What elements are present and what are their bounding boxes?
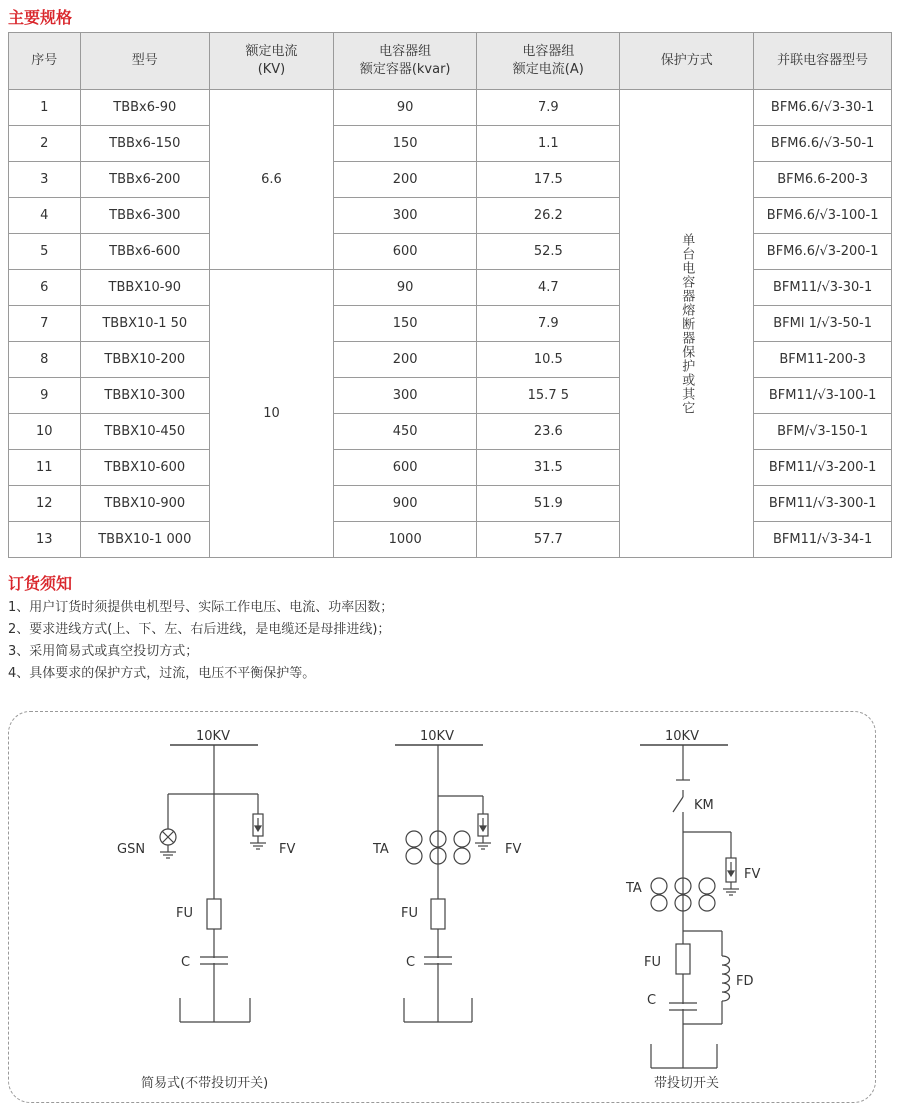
capacity-cell: 450 [333, 414, 476, 450]
capacitor-label: C [647, 993, 657, 1008]
capacity-cell: 1000 [333, 522, 476, 558]
ta-coil-icon [651, 878, 667, 894]
km-switch-icon [673, 797, 683, 812]
row-number: 10 [9, 414, 81, 450]
column-header-text: 额定电流(A) [512, 62, 584, 77]
row-number: 1 [9, 90, 81, 126]
capacitor-label: C [181, 955, 191, 970]
model-cell: TBBX10-90 [80, 270, 209, 306]
spec-section-title: 主要规格 [8, 8, 73, 27]
model-cell: TBBX10-450 [80, 414, 209, 450]
row-number: 7 [9, 306, 81, 342]
model-cell: TBBX10-900 [80, 486, 209, 522]
fd-label: FD [736, 974, 754, 989]
ta-label: TA [373, 842, 389, 857]
fuse-icon [431, 899, 445, 929]
column-header-text: 额定容器(kvar) [359, 62, 451, 77]
protection-cell: 单台电容器熔断器保护或其它 [620, 90, 754, 558]
row-number: 9 [9, 378, 81, 414]
column-header-text: 电容器组 [522, 44, 575, 59]
capacity-cell: 900 [333, 486, 476, 522]
ta-coil-icon [406, 831, 422, 847]
capacity-cell: 90 [333, 90, 476, 126]
current-cell: 17.5 [477, 162, 620, 198]
model-cell: TBBX10-600 [80, 450, 209, 486]
capacity-cell: 200 [333, 342, 476, 378]
order-note-item: 4、具体要求的保护方式，过流，电压不平衡保护等。 [8, 666, 316, 681]
diagram-simple [160, 745, 266, 1022]
bus-label: 10KV [420, 729, 454, 744]
capacitor-model-cell: BFM6.6/√3-30-1 [754, 90, 892, 126]
diagram-switch [640, 745, 739, 1068]
column-header-text: 型号 [131, 53, 158, 68]
bus-label: 10KV [196, 729, 230, 744]
capacity-cell: 150 [333, 306, 476, 342]
current-cell: 1.1 [477, 126, 620, 162]
capacitor-model-cell: BFM11/√3-34-1 [754, 522, 892, 558]
row-number: 2 [9, 126, 81, 162]
row-number: 4 [9, 198, 81, 234]
capacity-cell: 300 [333, 378, 476, 414]
row-number: 8 [9, 342, 81, 378]
current-cell: 31.5 [477, 450, 620, 486]
column-header-text: (KV) [257, 62, 286, 77]
order-section-title: 订货须知 [8, 574, 73, 593]
model-cell: TBBx6-200 [80, 162, 209, 198]
current-cell: 10.5 [477, 342, 620, 378]
current-cell: 52.5 [477, 234, 620, 270]
fv-label: FV [744, 867, 761, 882]
capacity-cell: 90 [333, 270, 476, 306]
capacity-cell: 600 [333, 450, 476, 486]
order-note-item: 3、采用简易式或真空投切方式； [8, 644, 199, 659]
fuse-icon [676, 944, 690, 974]
column-header-text: 保护方式 [660, 53, 713, 68]
model-cell: TBBx6-90 [80, 90, 209, 126]
voltage-cell: 6.6 [209, 90, 333, 270]
current-cell: 7.9 [477, 306, 620, 342]
capacitor-model-cell: BFM6.6/√3-200-1 [754, 234, 892, 270]
capacitor-model-cell: BFM/√3-150-1 [754, 414, 892, 450]
current-cell: 15.7 5 [477, 378, 620, 414]
current-cell: 26.2 [477, 198, 620, 234]
row-number: 6 [9, 270, 81, 306]
capacitor-model-cell: BFM11/√3-200-1 [754, 450, 892, 486]
model-cell: TBBX10-300 [80, 378, 209, 414]
capacity-cell: 200 [333, 162, 476, 198]
capacitor-model-cell: BFM11/√3-100-1 [754, 378, 892, 414]
row-number: 13 [9, 522, 81, 558]
column-header-text: 额定电流 [245, 44, 298, 59]
fd-reactor-icon [722, 956, 730, 1001]
fu-label: FU [176, 906, 193, 921]
capacitor-model-cell: BFM6.6/√3-50-1 [754, 126, 892, 162]
gsn-label: GSN [117, 842, 146, 857]
order-note-item: 1、用户订货时须提供电机型号、实际工作电压、电流、功率因数； [8, 600, 394, 615]
ta-label: TA [626, 881, 642, 896]
model-cell: TBBX10-1 50 [80, 306, 209, 342]
capacity-cell: 150 [333, 126, 476, 162]
model-cell: TBBX10-1 000 [80, 522, 209, 558]
model-cell: TBBx6-150 [80, 126, 209, 162]
capacitor-label: C [406, 955, 416, 970]
row-number: 5 [9, 234, 81, 270]
row-number: 12 [9, 486, 81, 522]
diagram-ta [395, 745, 491, 1022]
capacitor-model-cell: BFM11-200-3 [754, 342, 892, 378]
current-cell: 57.7 [477, 522, 620, 558]
model-cell: TBBX10-200 [80, 342, 209, 378]
current-cell: 4.7 [477, 270, 620, 306]
current-cell: 7.9 [477, 90, 620, 126]
current-cell: 51.9 [477, 486, 620, 522]
capacity-cell: 300 [333, 198, 476, 234]
row-number: 3 [9, 162, 81, 198]
capacity-cell: 600 [333, 234, 476, 270]
fuse-icon [207, 899, 221, 929]
row-number: 11 [9, 450, 81, 486]
model-cell: TBBx6-600 [80, 234, 209, 270]
diagram-caption: 带投切开关 [654, 1076, 720, 1091]
fv-label: FV [279, 842, 296, 857]
column-header-text: 并联电容器型号 [777, 53, 869, 68]
capacitor-model-cell: BFM11/√3-300-1 [754, 486, 892, 522]
model-cell: TBBx6-300 [80, 198, 209, 234]
capacitor-model-cell: BFM11/√3-30-1 [754, 270, 892, 306]
diagram-caption: 简易式(不带投切开关) [141, 1076, 269, 1091]
capacitor-model-cell: BFM6.6/√3-100-1 [754, 198, 892, 234]
order-note-item: 2、要求进线方式(上、下、左、右后进线，是电缆还是母排进线)； [8, 622, 391, 637]
fu-label: FU [401, 906, 418, 921]
fu-label: FU [644, 955, 661, 970]
voltage-cell: 10 [209, 270, 333, 558]
km-label: KM [694, 798, 714, 813]
bus-label: 10KV [665, 729, 699, 744]
current-cell: 23.6 [477, 414, 620, 450]
column-header-text: 序号 [31, 53, 58, 68]
fv-label: FV [505, 842, 522, 857]
capacitor-model-cell: BFM6.6-200-3 [754, 162, 892, 198]
capacitor-model-cell: BFMl 1/√3-50-1 [754, 306, 892, 342]
column-header-text: 电容器组 [379, 44, 432, 59]
